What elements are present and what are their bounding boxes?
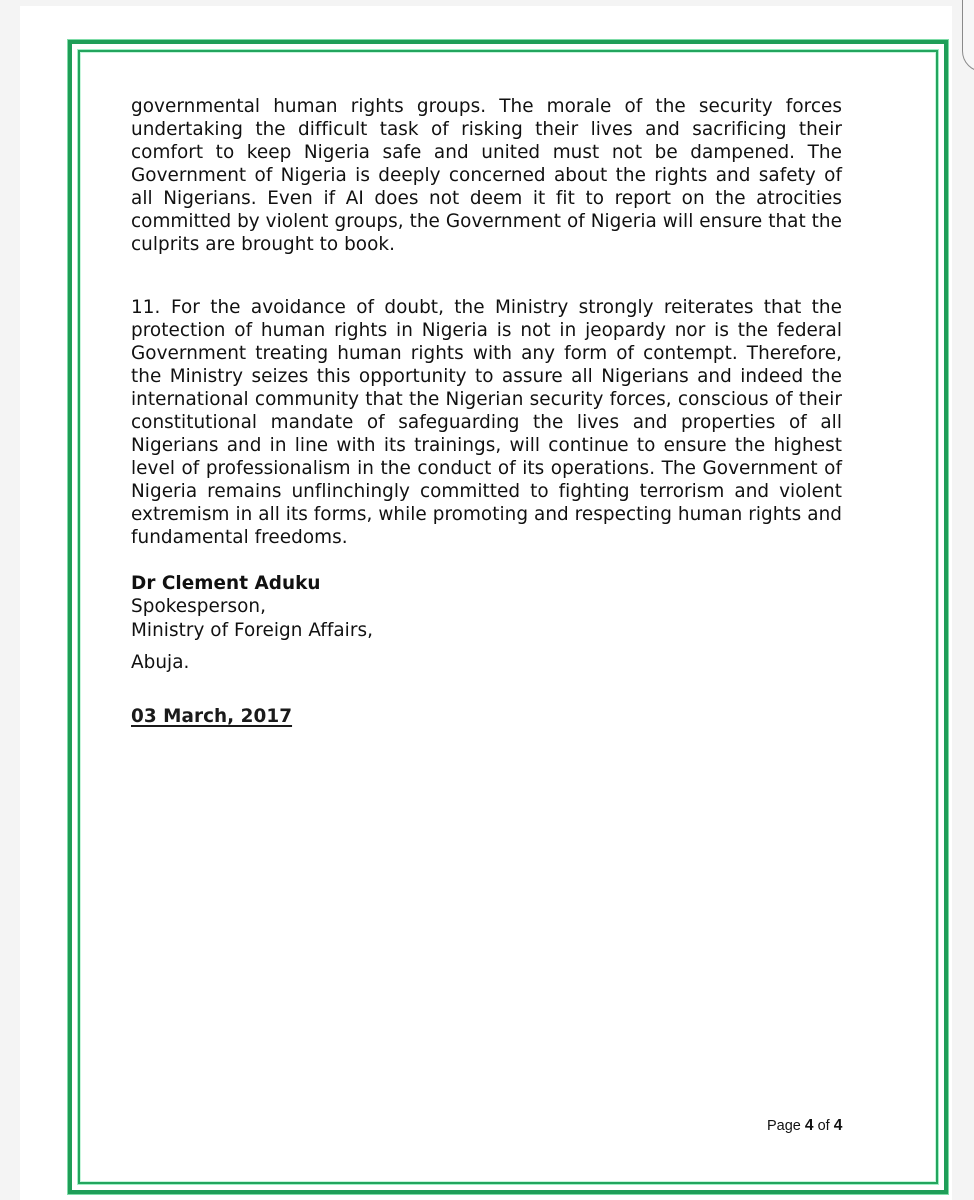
document-date: 03 March, 2017 bbox=[131, 706, 293, 727]
scrollbar-thumb[interactable] bbox=[962, 0, 974, 72]
signatory-city: Abuja. bbox=[131, 652, 190, 673]
page-prefix: Page bbox=[767, 1118, 801, 1134]
paragraph-text: For the avoidance of doubt, the Ministry strongly reiterates that the protection of human rights in Nigeria is not in jeopardy nor is the federal Government treating human rights with any form of contempt. Therefore, the Ministry seizes this opportunity to assure all Nigerians and indeed the international community that the Nigerian security forces, conscious of their constitutional mandate of safeguarding the lives and properties of all Nigerians and in line with its trainings, will continue to ensure the highest level of professionalism in the conduct of its operations. The Government of Nigeria remains unflinchingly committed to fighting terrorism and violent extremism in all its forms, while promoting and respecting human rights and fundamental freedoms. bbox=[131, 297, 842, 548]
signatory-name: Dr Clement Aduku bbox=[131, 573, 321, 594]
document-body bbox=[131, 95, 842, 728]
signatory-organization: Ministry of Foreign Affairs, bbox=[131, 620, 373, 641]
total-pages: 4 bbox=[833, 1117, 843, 1134]
paragraph-11 bbox=[131, 296, 842, 549]
signature-block bbox=[131, 572, 842, 728]
page-number-footer bbox=[767, 1117, 842, 1135]
paragraph-10-continued bbox=[131, 95, 842, 256]
signatory-title: Spokesperson, bbox=[131, 596, 267, 617]
current-page: 4 bbox=[804, 1117, 814, 1134]
page-of-label: of bbox=[817, 1118, 830, 1134]
paragraph-text: governmental human rights groups. The morale of the security forces undertaking the difficult task of risking their lives and sacrificing their comfort to keep Nigeria safe and united must not be dampened. The Government of Nigeria is deeply concerned about the rights and safety of all Nigerians. Even if AI does not deem it fit to report on the atrocities committed by violent groups, the Government of Nigeria will ensure that the culprits are brought to book. bbox=[131, 96, 842, 255]
paragraph-number: 11. bbox=[131, 297, 161, 318]
